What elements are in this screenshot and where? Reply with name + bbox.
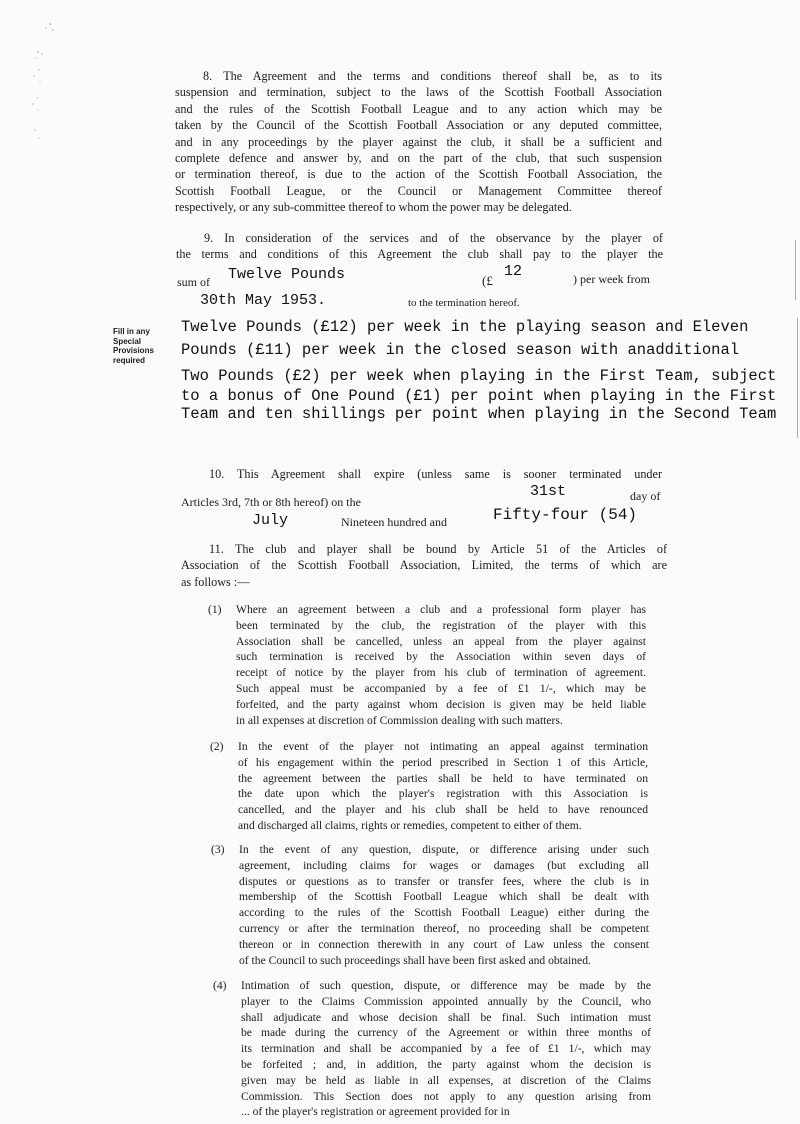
- subclause-line: Commission. This Section does not apply to any question arising from: [241, 1089, 651, 1103]
- subclause-line: forfeited, and the party against whom decision is given may be held liable: [236, 697, 646, 711]
- sum-words-field: Twelve Pounds: [228, 266, 346, 283]
- nineteen-hundred-label: Nineteen hundred and: [341, 515, 447, 529]
- subclause-line: been terminated by the club, the registration of the player with this: [236, 618, 646, 632]
- subclause-number: (4): [213, 979, 227, 992]
- subclause-line: disputes or questions as to transfer or transfer fees, where the club is in: [239, 874, 649, 888]
- subclause-line: such termination is received by the Association within seven days of: [236, 650, 646, 664]
- clause-10: [181, 466, 662, 482]
- clause-10-line-1: 10. This Agreement shall expire (unless same is sooner terminated under: [209, 467, 662, 481]
- clause-8-line: Scottish Football League, or the Council or Management Committee thereof: [175, 183, 662, 198]
- subclause-line: membership of the Scottish Football League which shall be dealt with: [239, 890, 649, 904]
- subclause-line: be made during the currency of the Agreement or within three months of: [241, 1026, 651, 1040]
- subclause-line: and discharged all claims, rights or remedies, competent to either of them.: [238, 818, 582, 832]
- expiry-day-field: 31st: [530, 483, 567, 500]
- subclause-line: the agreement between the parties shall be held to have terminated on: [238, 771, 648, 785]
- subclause-line: be forfeited ; and, in addition, the party against whom the decision is: [241, 1057, 651, 1071]
- clause-9-line-2: the terms and conditions of this Agreement the club shall pay to the player the: [176, 247, 663, 262]
- page-specks: [28, 20, 58, 150]
- subclause-body: [239, 842, 649, 968]
- margin-line: [797, 318, 798, 438]
- subclause-line: receipt of notice by the player from his club of termination of agreement.: [236, 666, 646, 680]
- sum-of-label: sum of: [177, 275, 210, 289]
- subclause-line: In the event of any question, dispute, or difference arising under such: [239, 843, 649, 856]
- clause-8-line: and in any proceedings by the player against the club, it shall be a sufficient and: [175, 134, 662, 149]
- clause-8-line: complete defence and answer by, and on the part of the club, that such suspension: [175, 151, 662, 166]
- subclause-line: player to the Claims Commission appointed annually by the Council, who: [241, 994, 651, 1008]
- subclause-line: of the Council to such proceedings shall have been first asked and obtained.: [239, 953, 591, 967]
- to-termination-label: to the termination hereof.: [408, 297, 520, 309]
- typed-line: Twelve Pounds (£12) per week in the playing season and Eleven: [181, 318, 749, 336]
- special-provisions-text: [181, 317, 776, 424]
- subclause-line: In the event of the player not intimating an appeal against termination: [238, 740, 648, 753]
- clause-8: [175, 68, 662, 216]
- clause-8-line: taken by the Council of the Scottish Football Association or any deputed committee,: [175, 118, 662, 133]
- subclause-line: in all expenses at discretion of Commission dealing with such matters.: [236, 713, 563, 727]
- subclause-line: given may be held as liable in all expenses, at discretion of the Claims: [241, 1073, 651, 1087]
- subclause-line: thereon or in connection therewith in any court of Law unless the consent: [239, 937, 649, 951]
- side-label-line: Fill in any: [113, 327, 150, 336]
- subclause-body: [238, 739, 648, 834]
- expiry-year-field: Fifty-four (54): [493, 506, 638, 524]
- subclause-number: (1): [208, 603, 222, 616]
- subclause-line: Intimation of such question, dispute, or difference may be made by the: [241, 979, 651, 992]
- clause-11-line: as follows :—: [181, 574, 250, 589]
- subclause-line: its termination and shall be accompanied by a fee of £1 1/-, which may: [241, 1042, 651, 1056]
- special-provisions-label: [113, 327, 173, 365]
- clause-8-line: and the rules of the Scottish Football League and to any action which may be: [175, 101, 662, 116]
- per-week-from-label: ) per week from: [573, 272, 650, 286]
- subclause-line: currency or after the termination thereof, no proceeding shall be competent: [239, 921, 649, 935]
- clause-11-line: Association of the Scottish Football Association, Limited, the terms of which are: [181, 558, 667, 573]
- subclause-line: Association shall be cancelled, unless an appeal from the player against: [236, 634, 646, 648]
- pound-symbol: (£: [482, 273, 493, 288]
- subclause-line: ... of the player's registration or agreement provided for in: [241, 1105, 510, 1119]
- sum-figure-field: 12: [504, 263, 523, 280]
- subclause-number: (2): [210, 740, 224, 753]
- clause-9: [176, 230, 663, 263]
- day-of-label: day of: [630, 489, 661, 503]
- typed-line: Pounds (£11) per week in the closed season with anadditional: [181, 340, 740, 359]
- expiry-month-field: July: [252, 512, 289, 529]
- subclause-line: cancelled, and the player and his club shall be held to have renounced: [238, 803, 648, 817]
- typed-line: Two Pounds (£2) per week when playing in the First Team, subject: [181, 367, 777, 385]
- typed-line: to a bonus of One Pound (£1) per point when playing in the First: [181, 386, 777, 405]
- subclause-body: [241, 978, 651, 1120]
- clause-11: [181, 541, 667, 590]
- margin-line: [795, 240, 796, 300]
- subclause-line: Where an agreement between a club and a professional form player has: [236, 603, 646, 616]
- subclause-line: the date upon which the player's registration with this Association is: [238, 787, 648, 801]
- side-label-line: required: [113, 355, 146, 365]
- clause-8-line: or termination thereof, is due to the action of the Scottish Football Association, the: [175, 167, 662, 182]
- start-date-field: 30th May 1953.: [200, 292, 327, 309]
- subclause-line: agreement, including claims for wages or damages (but excluding all: [239, 858, 649, 872]
- side-label-line: Provisions: [113, 346, 154, 355]
- side-label-line: Special: [113, 336, 142, 346]
- clause-8-line: suspension and termination, subject to the laws of the Scottish Football Association: [175, 85, 662, 100]
- clause-11-line: 11. The club and player shall be bound by Article 51 of the Articles of: [209, 542, 667, 556]
- typed-line: Team and ten shillings per point when playing in the Second Team: [181, 405, 777, 423]
- subclause-body: [236, 602, 646, 728]
- subclause-number: (3): [211, 843, 225, 856]
- subclause-line: of his engagement within the period prescribed in Section 1 of this Article,: [238, 755, 648, 769]
- clause-8-line: respectively, or any sub-committee thereof to whom the power may be delegated.: [175, 200, 572, 215]
- subclause-line: according to the rules of the Scottish Football League) either during the: [239, 906, 649, 920]
- clause-10-line-2: Articles 3rd, 7th or 8th hereof) on the: [181, 495, 361, 509]
- clause-9-line-1: 9. In consideration of the services and of the observance by the player of: [204, 231, 663, 245]
- subclause-line: shall adjudicate and whose decision shall be final. Such intimation must: [241, 1010, 651, 1024]
- clause-8-line: 8. The Agreement and the terms and conditions thereof shall be, as to its: [203, 69, 662, 83]
- subclause-line: Such appeal must be accompanied by a fee of £1 1/-, which may be: [236, 681, 646, 695]
